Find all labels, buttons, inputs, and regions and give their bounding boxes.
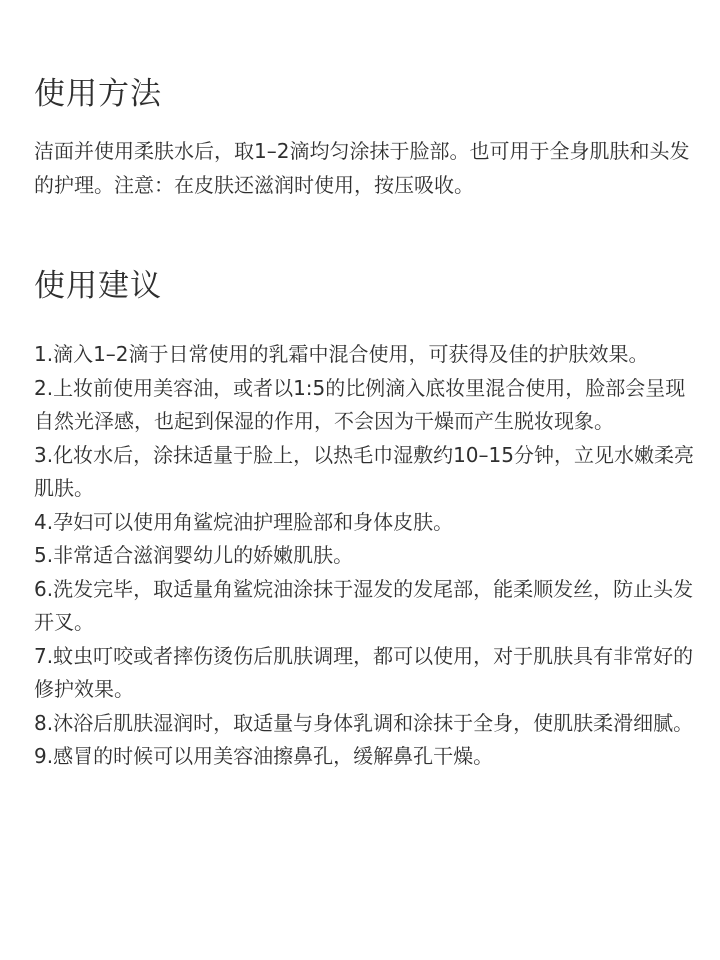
advice-section <box>34 266 704 774</box>
advice-item-6: 6.洗发完毕，取适量角鲨烷油涂抹于湿发的发尾部，能柔顺发丝，防止头发开叉。 <box>34 576 694 634</box>
advice-item-5: 5.非常适合滋润婴幼儿的娇嫩肌肤。 <box>34 543 354 567</box>
advice-item-8: 8.沐浴后肌肤湿润时，取适量与身体乳调和涂抹于全身，使肌肤柔滑细腻。 <box>34 710 694 735</box>
usage-body: 洁面并使用柔肤水后，取1–2滴均匀涂抹于脸部。也可用于全身肌肤和头发的护理。注意：在皮肤还滋润时使用，按压吸收。 <box>34 139 690 197</box>
advice-list <box>34 338 704 774</box>
advice-item-1: 1.滴入1–2滴于日常使用的乳霜中混合使用，可获得及佳的护肤效果。 <box>34 342 649 366</box>
advice-title: 使用建议 <box>34 268 162 304</box>
advice-item-4: 4.孕妇可以使用角鲨烷油护理脸部和身体皮肤。 <box>34 509 454 534</box>
advice-item-3: 3.化妆水后，涂抹适量于脸上，以热毛巾湿敷约10–15分钟，立见水嫩柔亮肌肤。 <box>34 442 694 500</box>
usage-section <box>34 74 704 202</box>
usage-title: 使用方法 <box>34 76 162 112</box>
advice-item-9: 9.感冒的时候可以用美容油擦鼻孔，缓解鼻孔干燥。 <box>34 744 494 768</box>
advice-item-2: 2.上妆前使用美容油，或者以1:5的比例滴入底妆里混合使用，脸部会呈现自然光泽感，也起到保湿的作用，不会因为干燥而产生脱妆现象。 <box>34 375 686 433</box>
advice-item-7: 7.蚊虫叮咬或者摔伤烫伤后肌肤调理，都可以使用，对于肌肤具有非常好的修护效果。 <box>34 643 694 701</box>
